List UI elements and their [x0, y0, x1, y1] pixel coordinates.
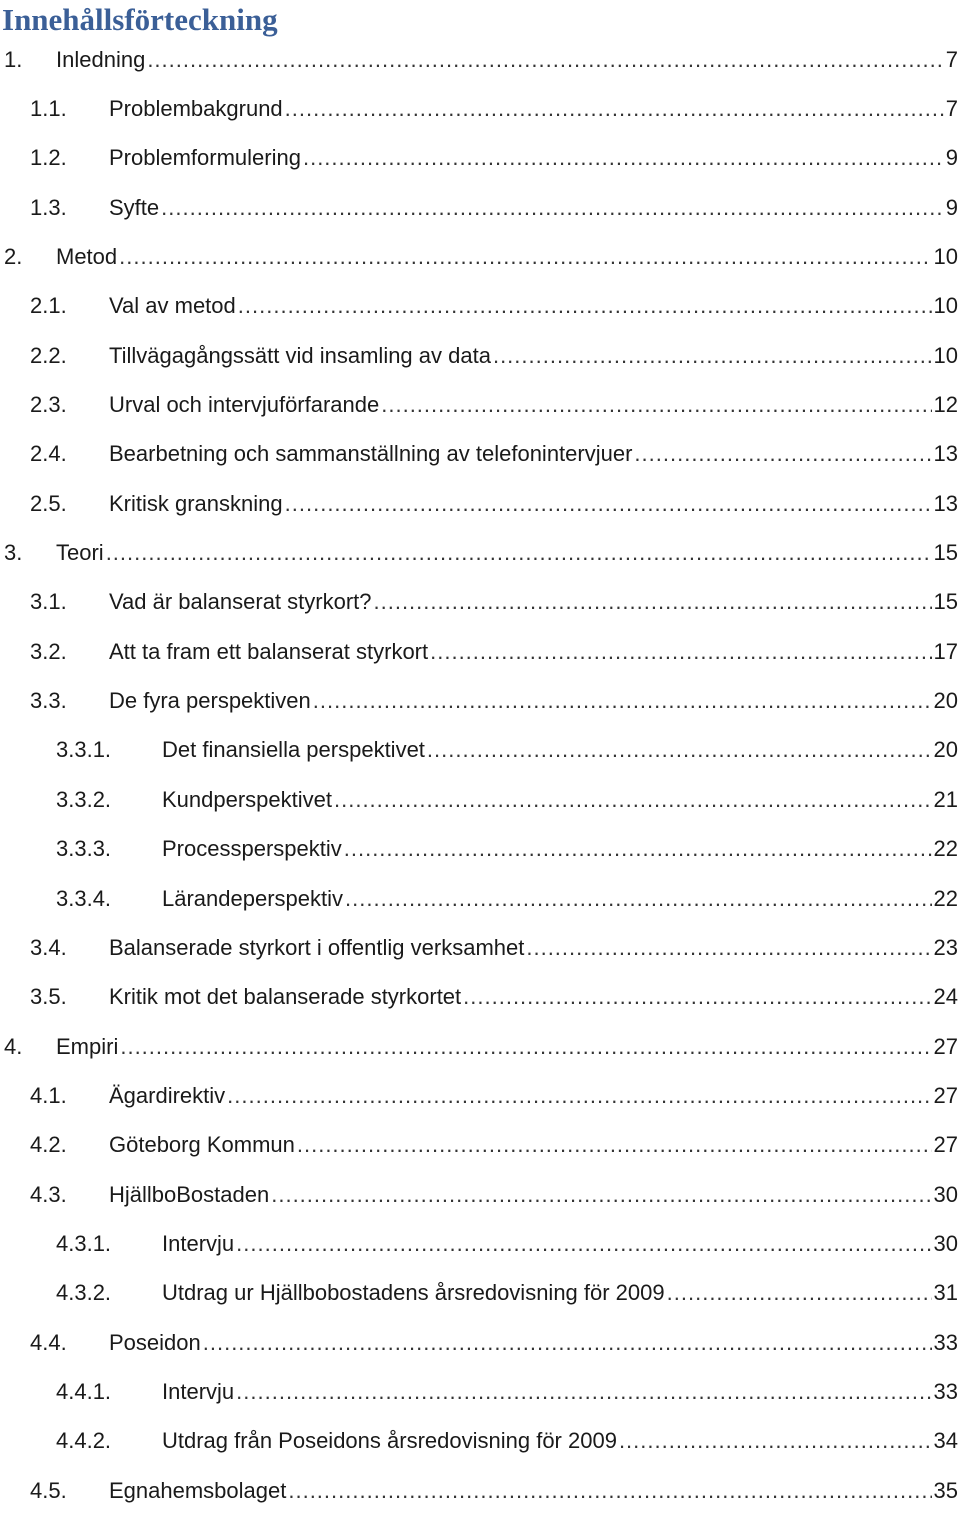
dot-leader — [285, 491, 932, 517]
toc-entry-page-number[interactable]: 33 — [933, 1329, 958, 1355]
toc-entry-number: 3.3.3. — [56, 836, 112, 862]
toc-entry-label-row — [109, 935, 958, 961]
toc-entry[interactable] — [0, 35, 960, 84]
dot-leader — [119, 244, 931, 270]
toc-entry-page-number[interactable]: 33 — [933, 1378, 958, 1404]
toc-entry-number: 1.2. — [30, 145, 67, 171]
toc-entry[interactable] — [0, 282, 960, 331]
toc-entry[interactable] — [0, 973, 960, 1022]
toc-entry-title[interactable]: Egnahemsbolaget — [109, 1477, 287, 1503]
dot-leader — [667, 1280, 932, 1306]
toc-entry-title[interactable]: Kritisk granskning — [109, 490, 283, 516]
toc-entry[interactable] — [0, 627, 960, 676]
toc-entry[interactable] — [0, 134, 960, 183]
toc-entry-label-row — [109, 1083, 958, 1109]
toc-entry[interactable] — [0, 1071, 960, 1120]
toc-entry-number: 2.1. — [30, 293, 67, 319]
toc-entry-number: 4.5. — [30, 1477, 67, 1503]
toc-entry-title[interactable]: Lärandeperspektiv — [162, 885, 344, 911]
toc-entry-title[interactable]: Poseidon — [109, 1329, 201, 1355]
toc-entry-label-row — [109, 441, 958, 467]
toc-entry[interactable] — [0, 1022, 960, 1071]
toc-entry-label-row — [109, 639, 958, 665]
dot-leader — [344, 836, 932, 862]
toc-entry-number: 3.3.1. — [56, 737, 112, 763]
toc-entry[interactable] — [0, 578, 960, 627]
toc-entry-label-row — [109, 688, 958, 714]
toc-entry-number: 3. — [4, 540, 23, 566]
toc-entry-page-number[interactable]: 9 — [945, 145, 958, 171]
toc-entry-title[interactable]: HjällboBostaden — [109, 1181, 270, 1207]
toc-entry-number: 4.3.1. — [56, 1230, 112, 1256]
toc-entry[interactable] — [0, 1417, 960, 1466]
toc-entry-label-row — [109, 392, 958, 418]
dot-leader — [227, 1083, 931, 1109]
toc-entry-number: 3.3.2. — [56, 786, 112, 812]
toc-entry-title[interactable]: Problemformulering — [109, 145, 301, 171]
toc-entry-label-row — [162, 1379, 958, 1405]
toc-entry[interactable] — [0, 232, 960, 281]
toc-entry-number: 4.2. — [30, 1132, 67, 1158]
toc-entry[interactable] — [0, 331, 960, 380]
dot-leader — [238, 293, 932, 319]
toc-entry-page-number[interactable]: 20 — [933, 688, 958, 714]
toc-entry[interactable] — [0, 1367, 960, 1416]
toc-entry-title[interactable]: Utdrag ur Hjällbobostadens årsredovisning för 2009 — [162, 1280, 665, 1306]
toc-entry[interactable] — [0, 1121, 960, 1170]
toc-entry-title[interactable]: Intervju — [162, 1230, 235, 1256]
dot-leader — [313, 688, 932, 714]
toc-entry[interactable] — [0, 1269, 960, 1318]
dot-leader — [345, 886, 932, 912]
toc-entry-page-number[interactable]: 34 — [933, 1428, 958, 1454]
toc-entry-title[interactable]: Kritik mot det balanserade styrkortet — [109, 984, 462, 1010]
toc-entry-page-number[interactable]: 22 — [933, 885, 958, 911]
toc-entry-title[interactable]: Urval och intervjuförfarande — [109, 392, 380, 418]
toc-entry-number: 4.4.2. — [56, 1428, 112, 1454]
toc-entry-title[interactable]: Ägardirektiv — [109, 1082, 226, 1108]
toc-entry-label-row — [109, 293, 958, 319]
toc-entry[interactable] — [0, 676, 960, 725]
toc-entry[interactable] — [0, 84, 960, 133]
toc-entry-title[interactable]: Balanserade styrkort i offentlig verksamhet — [109, 934, 525, 960]
toc-entry-number: 3.2. — [30, 638, 67, 664]
toc-entry-title[interactable]: Inledning — [56, 46, 146, 72]
toc-entry[interactable] — [0, 923, 960, 972]
toc-entry-page-number[interactable]: 24 — [933, 984, 958, 1010]
dot-leader — [161, 195, 944, 221]
toc-entry[interactable] — [0, 726, 960, 775]
toc-entry-label-row — [162, 1280, 958, 1306]
dot-leader — [203, 1330, 932, 1356]
toc-entry-title[interactable]: Vad är balanserat styrkort? — [109, 589, 372, 615]
toc-entry-title[interactable]: Syfte — [109, 194, 160, 220]
toc-entry-number: 4.1. — [30, 1082, 67, 1108]
toc-entry-label-row — [162, 1428, 958, 1454]
toc-entry-title[interactable]: Intervju — [162, 1378, 235, 1404]
toc-entry[interactable] — [0, 479, 960, 528]
dot-leader — [634, 441, 931, 467]
toc-entry[interactable] — [0, 1466, 960, 1515]
toc-entry-number: 1.1. — [30, 96, 67, 122]
toc-entry-number: 2.2. — [30, 342, 67, 368]
toc-entry-page-number[interactable]: 15 — [933, 589, 958, 615]
toc-entry-title[interactable]: Utdrag från Poseidons årsredovisning för 2009 — [162, 1428, 617, 1454]
toc-entry-page-number[interactable]: 7 — [945, 96, 958, 122]
dot-leader — [288, 1478, 931, 1504]
toc-entry-label-row — [162, 737, 958, 763]
toc-entry-page-number[interactable]: 35 — [933, 1477, 958, 1503]
dot-leader — [430, 639, 931, 665]
toc-entry-number: 4. — [4, 1033, 23, 1059]
toc-entry[interactable] — [0, 1318, 960, 1367]
toc-entry-title[interactable]: Problembakgrund — [109, 96, 283, 122]
toc-entry-page-number[interactable]: 27 — [933, 1132, 958, 1158]
toc-entry-title[interactable]: Göteborg Kommun — [109, 1132, 295, 1158]
toc-entry-label-row — [162, 836, 958, 862]
toc-entry-page-number[interactable]: 13 — [933, 441, 958, 467]
toc-entry-label-row — [109, 1182, 958, 1208]
table-of-contents — [0, 35, 960, 1515]
toc-entry-page-number[interactable]: 27 — [933, 1033, 958, 1059]
dot-leader — [619, 1428, 932, 1454]
toc-entry-number: 1.3. — [30, 194, 67, 220]
toc-entry-title[interactable]: Val av metod — [109, 293, 236, 319]
toc-entry-label-row — [109, 589, 958, 615]
toc-entry-page-number[interactable]: 10 — [933, 244, 958, 270]
toc-entry-label-row — [109, 343, 958, 369]
toc-entry-page-number[interactable]: 30 — [933, 1230, 958, 1256]
dot-leader — [526, 935, 931, 961]
toc-entry-page-number[interactable]: 22 — [933, 836, 958, 862]
dot-leader — [285, 96, 944, 122]
dot-leader — [120, 1034, 931, 1060]
toc-entry-number: 2.4. — [30, 441, 67, 467]
toc-entry-page-number[interactable]: 23 — [933, 934, 958, 960]
dot-leader — [147, 47, 943, 73]
toc-entry[interactable] — [0, 825, 960, 874]
toc-entry-page-number[interactable]: 30 — [933, 1181, 958, 1207]
toc-entry-page-number[interactable]: 21 — [933, 786, 958, 812]
page-title: Innehållsförteckning — [2, 2, 278, 37]
dot-leader — [381, 392, 931, 418]
toc-entry-label-row — [109, 1132, 958, 1158]
toc-entry-label-row — [109, 96, 958, 122]
toc-entry-label-row — [162, 787, 958, 813]
toc-entry-page-number[interactable]: 7 — [945, 46, 958, 72]
toc-entry-number: 3.1. — [30, 589, 67, 615]
toc-entry-title[interactable]: Att ta fram ett balanserat styrkort — [109, 638, 429, 664]
dot-leader — [374, 589, 932, 615]
toc-entry-label-row — [56, 540, 958, 566]
toc-entry-title[interactable]: Bearbetning och sammanställning av telefonintervjuer — [109, 441, 633, 467]
toc-entry-title[interactable]: Kundperspektivet — [162, 786, 332, 812]
toc-entry-title[interactable]: De fyra perspektiven — [109, 688, 311, 714]
toc-entry[interactable] — [0, 775, 960, 824]
toc-entry-number: 4.3. — [30, 1181, 67, 1207]
toc-entry-label-row — [162, 1231, 958, 1257]
toc-entry-page-number[interactable]: 27 — [933, 1082, 958, 1108]
toc-entry-page-number[interactable]: 15 — [933, 540, 958, 566]
dot-leader — [297, 1132, 932, 1158]
toc-entry-page-number[interactable]: 13 — [933, 490, 958, 516]
toc-entry-page-number[interactable]: 20 — [933, 737, 958, 763]
toc-entry-label-row — [109, 195, 958, 221]
toc-entry-number: 4.4.1. — [56, 1378, 112, 1404]
toc-entry-label-row — [56, 47, 958, 73]
toc-entry-number: 4.4. — [30, 1329, 67, 1355]
toc-entry-page-number[interactable]: 9 — [945, 194, 958, 220]
toc-entry-number: 4.3.2. — [56, 1280, 112, 1306]
toc-entry-title[interactable]: Empiri — [56, 1033, 119, 1059]
toc-entry[interactable] — [0, 1219, 960, 1268]
toc-entry-number: 3.3. — [30, 688, 67, 714]
toc-entry-page-number[interactable]: 12 — [933, 392, 958, 418]
toc-entry-page-number[interactable]: 10 — [933, 293, 958, 319]
dot-leader — [493, 343, 932, 369]
toc-entry[interactable] — [0, 528, 960, 577]
toc-entry-title[interactable]: Teori — [56, 540, 104, 566]
dot-leader — [106, 540, 932, 566]
toc-entry-number: 2.5. — [30, 490, 67, 516]
toc-entry-number: 2.3. — [30, 392, 67, 418]
toc-entry-label-row — [56, 1034, 958, 1060]
toc-entry-label-row — [162, 886, 958, 912]
toc-entry-number: 3.3.4. — [56, 885, 112, 911]
toc-entry[interactable] — [0, 874, 960, 923]
dot-leader — [236, 1231, 931, 1257]
toc-entry[interactable] — [0, 183, 960, 232]
toc-entry-number: 1. — [4, 46, 23, 72]
toc-entry-number: 3.5. — [30, 984, 67, 1010]
dot-leader — [303, 145, 944, 171]
dot-leader — [463, 984, 931, 1010]
toc-entry[interactable] — [0, 430, 960, 479]
toc-entry-number: 2. — [4, 244, 23, 270]
toc-entry-label-row — [109, 1478, 958, 1504]
toc-entry-title[interactable]: Det finansiella perspektivet — [162, 737, 425, 763]
toc-entry-label-row — [56, 244, 958, 270]
dot-leader — [271, 1182, 931, 1208]
toc-entry-label-row — [109, 984, 958, 1010]
dot-leader — [236, 1379, 931, 1405]
toc-entry-page-number[interactable]: 10 — [933, 342, 958, 368]
toc-entry-number: 3.4. — [30, 934, 67, 960]
toc-entry-label-row — [109, 491, 958, 517]
toc-entry-title[interactable]: Processperspektiv — [162, 836, 342, 862]
toc-entry-page-number[interactable]: 17 — [933, 638, 958, 664]
toc-entry-label-row — [109, 145, 958, 171]
toc-entry[interactable] — [0, 380, 960, 429]
dot-leader — [427, 737, 932, 763]
dot-leader — [334, 787, 932, 813]
toc-entry-title[interactable]: Tillvägagångssätt vid insamling av data — [109, 342, 491, 368]
toc-entry[interactable] — [0, 1170, 960, 1219]
toc-entry-page-number[interactable]: 31 — [933, 1280, 958, 1306]
toc-entry-label-row — [109, 1330, 958, 1356]
toc-entry-title[interactable]: Metod — [56, 244, 118, 270]
